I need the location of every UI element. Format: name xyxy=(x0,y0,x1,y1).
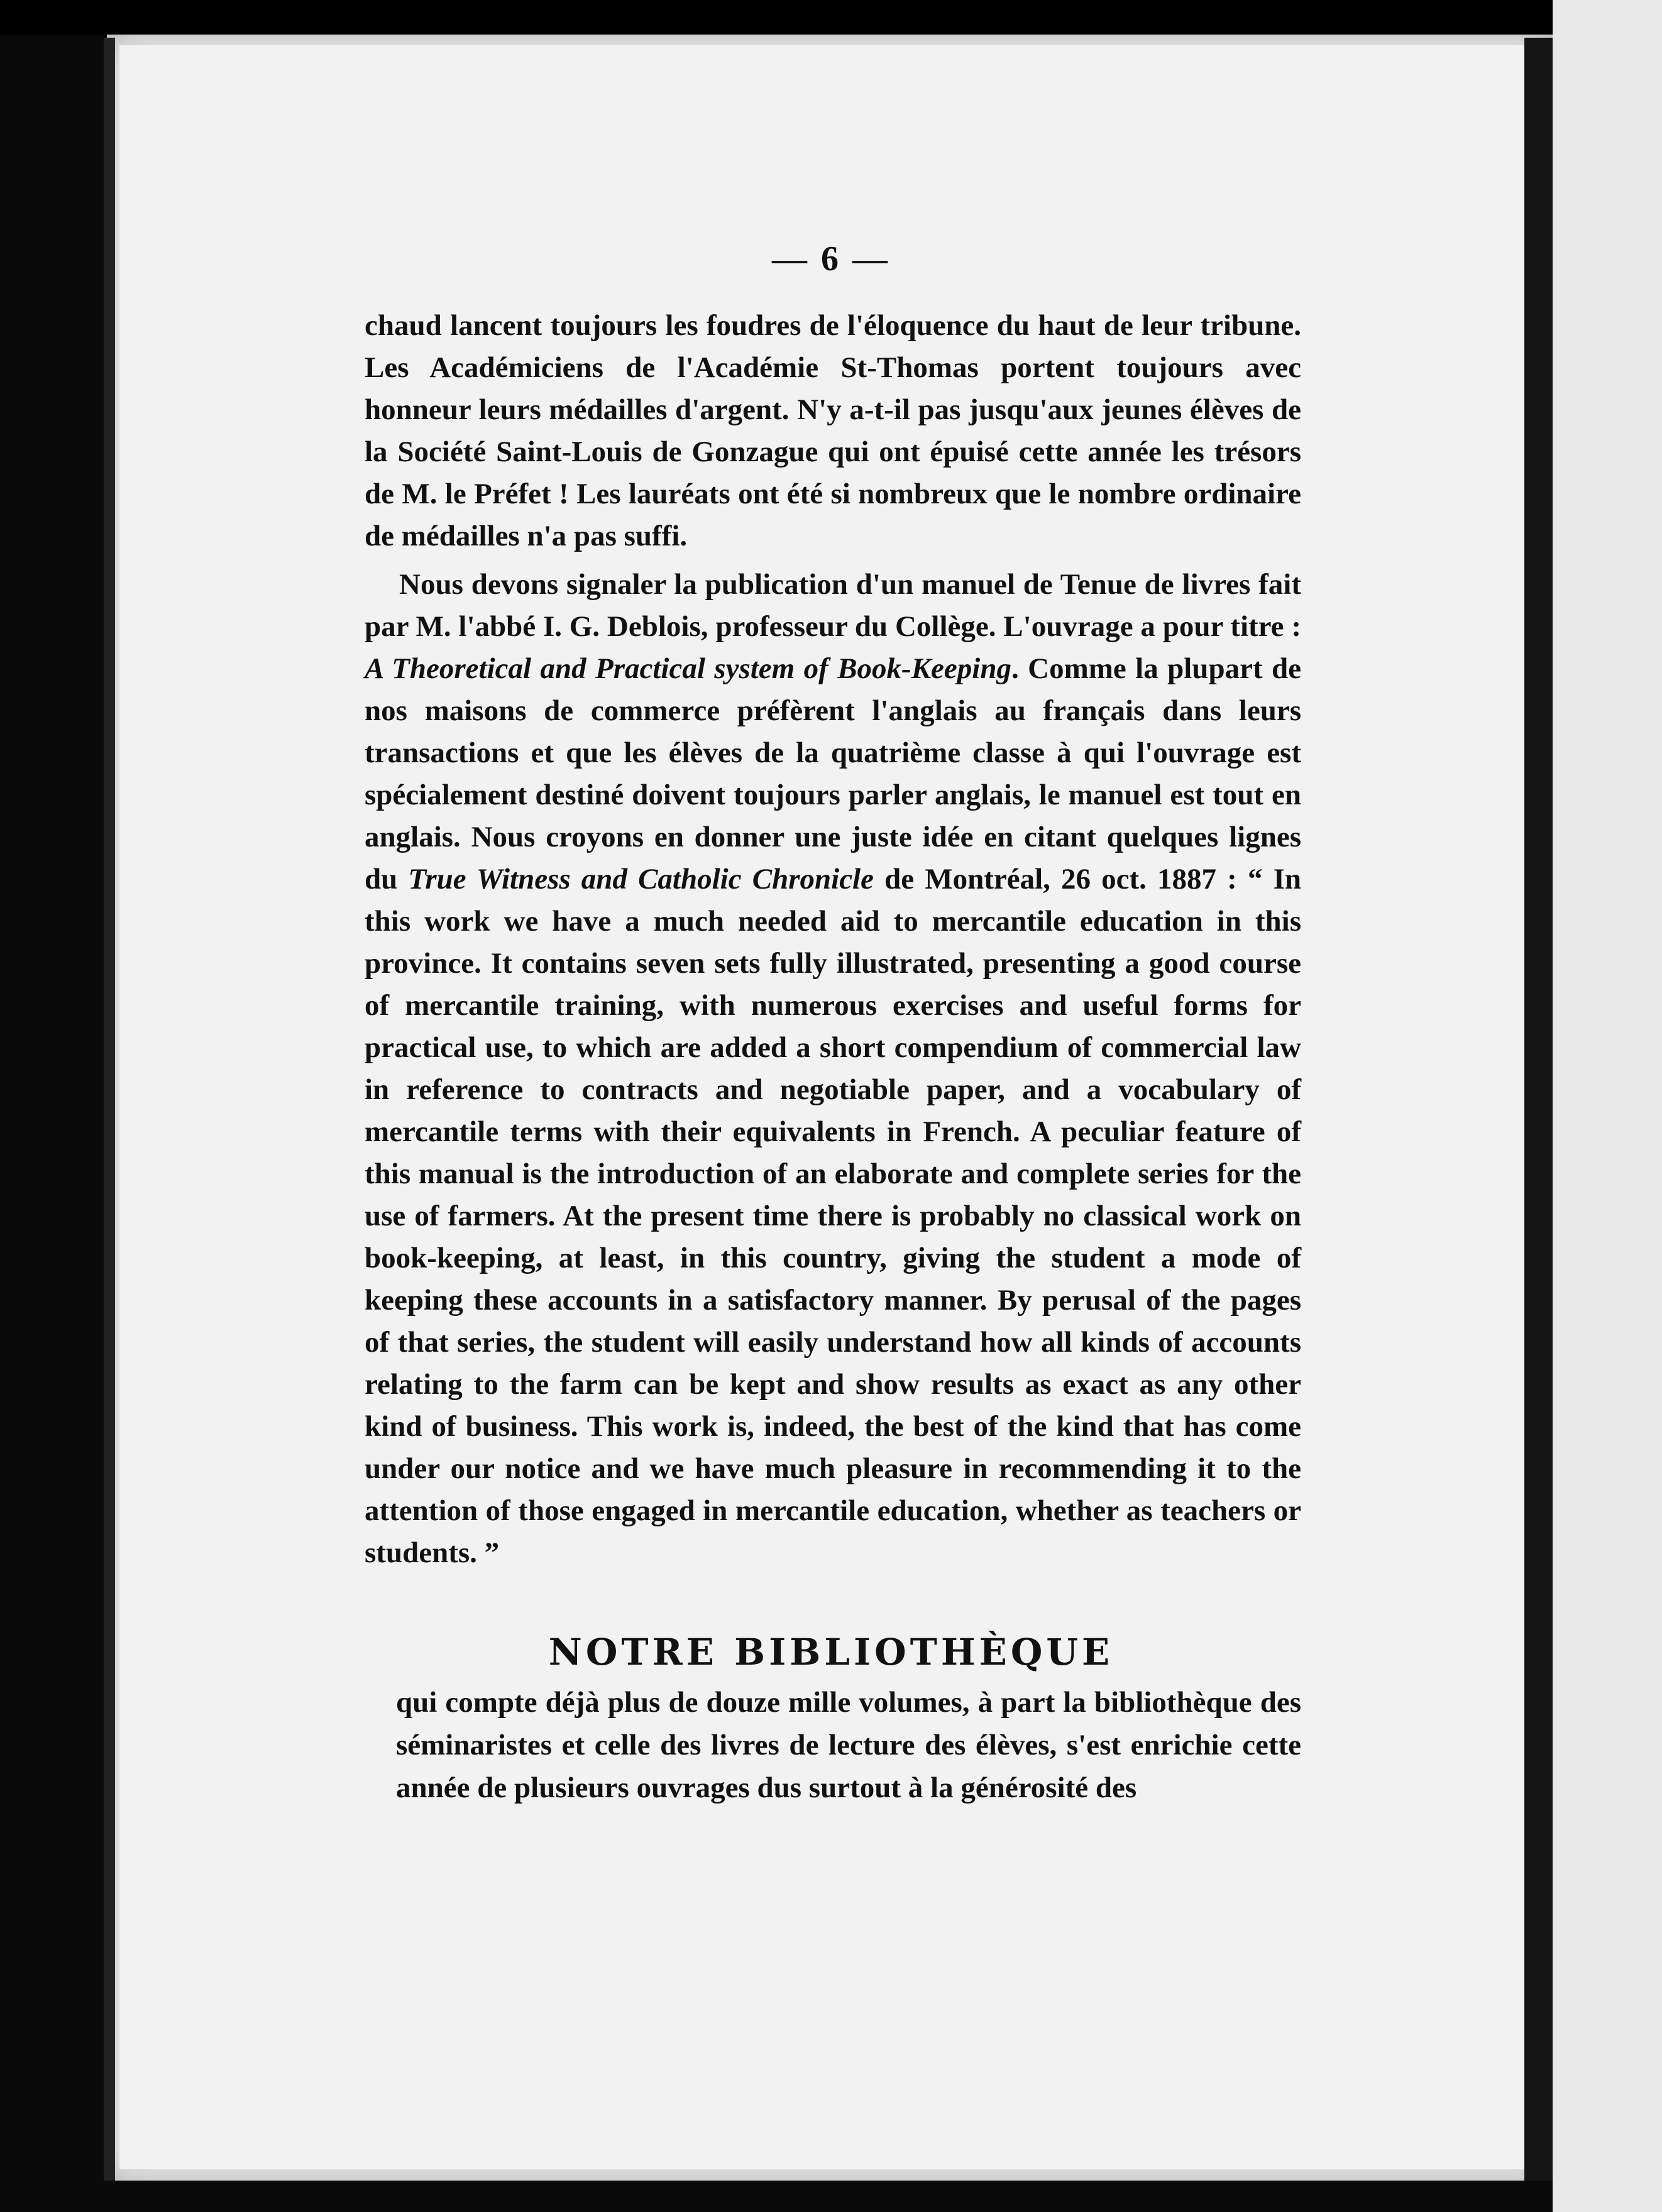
adjacent-page-strip xyxy=(1553,0,1662,2212)
paragraph-2-quote: de Montréal, 26 oct. 1887 : “ In this work we have a much needed aid to mercantile education in this province. It contains seven sets fully illustrated, presenting a good course of mercantile training, with numerous exercises and useful forms for practical use, to which are added a short compendium of commercial law in reference to contracts and negotiable paper, and a vocabulary of mercantile terms with their equivalents in French. A peculiar feature of this manual is the introduction of an elaborate and complete series for the use of farmers. At the present time there is probably no classical work on book-keeping, at least, in this country, giving the student a mode of keeping these accounts in a satisfactory manner. By perusal of the pages of that series, the student will easily understand how all kinds of accounts relating to the farm can be kept and show results as exact as any other kind of business. This work is, indeed, the best of the kind that has come under our notice and we have much pleasure in recommending it to the attention of those engaged in mercantile education, whether as teachers or students. ” xyxy=(365,863,1301,1569)
section-paragraph: qui compte déjà plus de douze mille volumes, à part la bibliothèque des séminaristes et celle des livres de lecture des élèves, s'est enrichie cette année de plusieurs ouvrages dus surtout à la générosité des xyxy=(396,1686,1301,1804)
page-number: — 6 — xyxy=(772,239,890,278)
newspaper-title: True Witness and Catholic Chronicle xyxy=(408,863,874,895)
section-text xyxy=(396,1681,1301,1809)
paragraph-1: chaud lancent toujours les foudres de l'éloquence du haut de leur tribune. Les Académiciens de l'Académie St-Thomas portent toujours avec honneur leurs médailles d'argent. N'y a-t-il pas jusqu'aux jeunes élèves de la Société Saint-Louis de Gonzague qui ont épuisé cette année les trésors de M. le Préfet ! Les lauréats ont été si nombreux que le nombre ordinaire de médailles n'a pas suffi. xyxy=(365,309,1301,552)
paragraph-2-part-2: . Comme la plupart de nos maisons de commerce préfèrent l'anglais au français dans leurs transactions et que les élèves de la quatrième classe à qui l'ouvrage est spécialement destiné doivent toujours parler anglais, le manuel est tout en anglais. Nous croyons en donner une juste idée en citant quelques lignes du xyxy=(365,652,1301,895)
book-title: A Theoretical and Practical system of Book-Keeping xyxy=(365,652,1011,685)
page-right-edge xyxy=(1524,38,1553,2181)
paragraph-2 xyxy=(365,564,1301,1574)
page-left-edge xyxy=(104,38,115,2181)
section-heading: NOTRE BIBLIOTHÈQUE xyxy=(548,1631,1114,1673)
scan-top-edge xyxy=(0,0,1662,35)
paragraph-2-part-1: Nous devons signaler la publication d'un manuel de Tenue de livres fait par M. l'abbé I. G. Deblois, professeur du Collège. L'ouvrage a pour titre : xyxy=(365,568,1301,643)
body-text xyxy=(365,305,1301,1574)
